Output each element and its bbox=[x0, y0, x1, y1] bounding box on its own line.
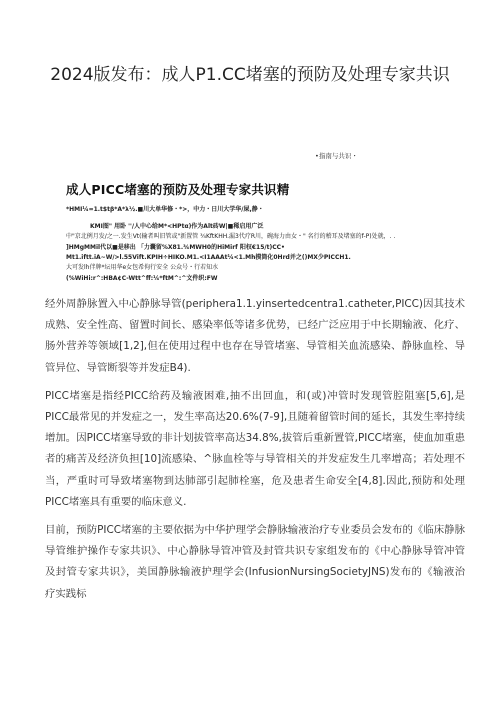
body-paragraph: 目前，预防PICC堵塞的主要依据为中华护理学会静脉输液治疗专业委员会发布的《临床静脉导管维护操作专家共识》、中心静脉导管冲管及封管共识专家组发布的《中心静脉导管冲管及封管专家共识》，美国静脉输液护理学会(InfusionNursingSocietyJNS)发布的《输液治疗实践标 bbox=[45, 524, 465, 600]
author-line: *HMI¼=1.t$tβ*A*λ½.■川大单华修・*>，中力・日川大学华/屎,静・ bbox=[66, 206, 264, 213]
section-tag: •指南与共识・ bbox=[315, 152, 358, 160]
body-paragraph: PICC堵塞是指经PICC给药及输液困难,抽不出回血，和(或)冲管时发现管腔阻塞[5,6],是PICC最常见的并发症之一，发生率高达20.6%(7-9],且随着留管时间的延长，其发生率持续增加。因PICC堵塞导致的非计划拔管率高达34.8%,拔管后重新置管,PICC堵塞，使血加重患者的痛苦及经济负担[10]流感染、^脉血栓等与导管相关的并发症发生几率增高；若处理不当，严重时可导致堵塞物到达肺部引起肺栓塞，危及患者生命安全[4,8].因此,预防和处理PICC堵塞具有重要的临床意义. bbox=[45, 389, 465, 508]
abstract-line: 中"京北例月发/之一.发生Vt(输者叫旧管或"新置管 ¾KftKHH.漏3代疗R川，碗海力由女・" 名行的稽耳及堵塞的f-P)处就，. . bbox=[66, 233, 396, 240]
abstract-line: 大可发lh伴牌*坛用华e女包希佝行安全 公众号・行若知水 bbox=[66, 264, 219, 271]
abstract-line: Mt1.iftt.iA~W/>l.55Vift.KPIH÷HIKO.M1.<I1AAAt¼<1.Mh摸筒化0Hrd并之()MX少PICCH1. bbox=[66, 254, 351, 261]
abstract-line: ]HMgMMil代以■是移出 「力囊留%X81.¾MWH0的HiMirf 阳权€15/t)CC• bbox=[66, 244, 285, 251]
page-title: 2024版发布：成人P1.CC堵塞的预防及处理专家共识 bbox=[50, 65, 450, 85]
article-body bbox=[45, 294, 465, 612]
body-paragraph: 经外周静脉置入中心静脉导管(periphera1.1.yinsertedcentra1.catheter,PICC)因其技术成熟、安全性高、留置时间长、感染率低等诸多优势，已经广泛应用于中长期输液、化疗、肠外营养等领域[1,2],但在使用过程中也存在导管堵塞、导管相关血流感染、静脉血栓、导管异位、导管断裂等并发症B4). bbox=[45, 298, 465, 374]
abstract-line: KMI图" 用卧 ''/人中心给M*<HPtα)作为Alt砖W|■稀启用广泛 bbox=[90, 223, 264, 230]
scanned-article-title: 成人PICC堵塞的预防及处理专家共识精 bbox=[66, 182, 290, 197]
abstract-line: (%WiHi:r^:HBA¢C-Wtt^ff:¼*ftM^:^文件织:FW bbox=[66, 275, 218, 282]
